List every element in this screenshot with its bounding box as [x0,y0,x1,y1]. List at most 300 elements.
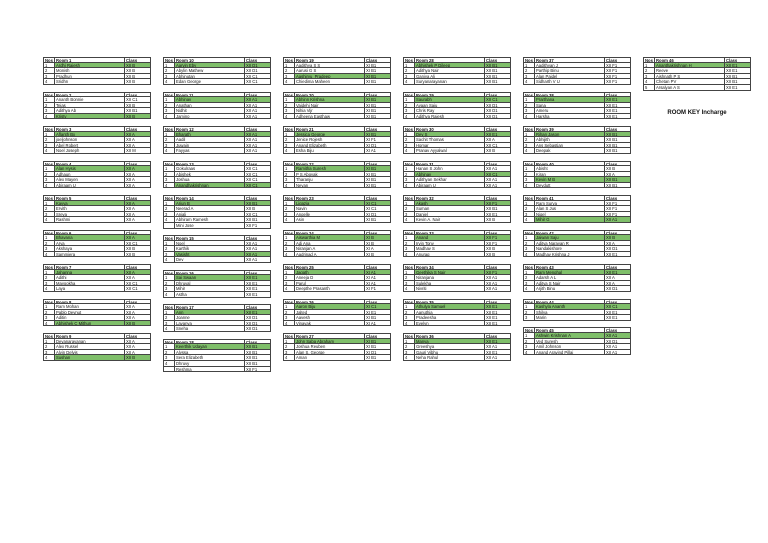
student-name: Ramitha Suresh [295,166,365,172]
student-name: Alan S. George [295,350,365,356]
student-name: Sushan [55,355,125,361]
student-class: XII C1 [125,286,151,292]
room-name: Room 37 [535,57,605,63]
room-name: Room 26 [295,299,365,305]
nos-header: Nos [163,304,175,310]
class-header: Class [245,161,271,167]
seat-number: 3 [43,177,55,183]
student-class: XII A [605,241,631,247]
class-header: Class [245,235,271,241]
room-block [403,333,511,361]
student-class: XI B1 [365,172,391,178]
seat-number: 2 [403,241,415,247]
room-name: Room 29 [415,92,485,98]
student-class: XII F1 [605,68,631,74]
seat-number: 1 [283,339,295,345]
student-class: XII B [125,355,151,361]
nos-header: Nos [163,339,175,345]
student-class: XII B [125,68,151,74]
student-class: XI B1 [365,183,391,189]
seat-number: 3 [403,281,415,287]
student-name: Vasisht [175,252,245,258]
student-class: XI D1 [365,350,391,356]
student-name: Parthip Binu [535,68,605,74]
seat-number: 4 [403,114,415,120]
seat-number: 4 [523,79,535,85]
student-class: XII A [125,344,151,350]
seat-number [163,223,175,229]
seat-number: 4 [403,355,415,361]
student-row [403,79,511,85]
student-name: Nihia Vijr [295,108,365,114]
nos-header: Nos [523,230,535,236]
class-header: Class [485,264,511,270]
seat-number: 1 [283,97,295,103]
student-class: XII B [125,321,151,327]
room-block [283,333,391,361]
student-name: Anand Aravind Pillai [535,350,605,356]
student-name: Adithyan Sekhar [415,177,485,183]
room-name: Room 45 [535,327,605,333]
room-name: Room 33 [415,230,485,236]
student-name: Sana [535,103,605,109]
student-class: XII A [125,310,151,316]
student-class: XII B1 [605,177,631,183]
class-header: Class [605,57,631,63]
nos-header: Nos [163,126,175,132]
student-class: XII C1 [245,166,271,172]
class-header: Class [605,299,631,305]
student-class: XII A1 [485,183,511,189]
student-name: Noel [175,241,245,247]
student-name: Sulekha [415,281,485,287]
room-block [403,195,511,223]
room-name: Room 21 [295,126,365,132]
student-name: Anjali [175,212,245,218]
room-block [523,92,631,120]
student-class: XII A1 [485,177,511,183]
seat-number: 4 [283,79,295,85]
class-header: Class [605,126,631,132]
seat-number: 4 [163,183,175,189]
class-header: Class [365,92,391,98]
nos-header: Nos [283,161,295,167]
student-class: XI B [365,241,391,247]
seat-number: 1 [523,166,535,172]
student-name: Sneha [175,326,245,332]
seat-number: 3 [523,281,535,287]
seat-number: 1 [43,97,55,103]
student-name: Gokulraas [175,166,245,172]
student-class: XII A1 [245,246,271,252]
nos-header: Nos [43,92,55,98]
seat-number: 4 [283,148,295,154]
nos-header: Nos [43,333,55,339]
student-name: Adi Ana [295,241,365,247]
seat-number: 4 [283,355,295,361]
student-class: XII E1 [485,321,511,327]
room-name: Room 27 [295,333,365,339]
student-name: Aadithya S S [295,63,365,69]
seat-number: 2 [523,241,535,247]
room-block [403,299,511,327]
room-block [43,195,151,223]
student-row [403,148,511,154]
seat-number: 3 [403,177,415,183]
seat-number: 3 [43,212,55,218]
student-name: Suryanarayanan [415,79,485,85]
student-class: XI C1 [365,206,391,212]
nos-header: Nos [43,161,55,167]
student-name: Aflanth Bx [55,132,125,138]
student-name: Aditya S Nair [535,281,605,287]
seat-number: 2 [523,68,535,74]
student-class: XII B [485,246,511,252]
student-class: XII F1 [245,367,271,373]
room-name: Room 38 [535,92,605,98]
seat-number: 3 [163,74,175,80]
room-name: Room 13 [175,161,245,167]
room-name: Room 32 [415,195,485,201]
seat-number: 2 [523,339,535,345]
student-row [283,355,391,361]
student-name: Pablo Devnut [55,310,125,316]
room-block [523,327,631,355]
student-name: Aadrinad A [295,252,365,258]
nos-header: Nos [43,230,55,236]
room-block [523,264,631,292]
student-name: Fayyas [175,148,245,154]
room-name: Room 22 [295,161,365,167]
room-name: Room 5 [55,195,125,201]
student-class: XII C1 [125,241,151,247]
student-class: XII E1 [245,281,271,287]
student-class: XII F1 [605,79,631,85]
student-class: XII C1 [245,177,271,183]
nos-header: Nos [283,195,295,201]
student-name: Ameru [535,108,605,114]
room-block [43,299,151,327]
class-header: Class [125,264,151,270]
student-class: XII B [125,252,151,258]
class-header: Class [605,195,631,201]
student-class: XII F1 [485,241,511,247]
student-class: XI B1 [365,68,391,74]
student-class: XII A1 [245,108,271,114]
student-name: Aiswarthia M [295,235,365,241]
student-class: XI B1 [365,339,391,345]
student-class: XI A1 [365,270,391,276]
student-name: P S Aboyak [295,172,365,178]
student-name: Hanan S John [415,166,485,172]
student-class: XII C1 [605,304,631,310]
student-class: XII M [125,148,151,154]
student-name: Alan Hysis [55,166,125,172]
student-name: Marin [535,315,605,321]
student-class: XII F1 [485,201,511,207]
student-name: Ardhi Rajesh [55,63,125,69]
class-header: Class [125,57,151,63]
seat-number: 3 [43,246,55,252]
room-name: Room 30 [415,126,485,132]
student-class: XII A [485,137,511,143]
student-name: Ligazia [295,201,365,207]
room-name: Room 20 [295,92,365,98]
class-header: Class [605,92,631,98]
room-name: Room 3 [55,126,125,132]
student-name: Abhinutan [175,74,245,80]
class-header: Class [605,230,631,236]
seat-number: 1 [43,201,55,207]
nos-header: Nos [283,230,295,236]
student-class: XII B [125,246,151,252]
room-block [283,264,391,292]
student-name: Adithi [55,275,125,281]
student-name: Sidharth V U [535,79,605,85]
nos-header: Nos [523,264,535,270]
student-name: Deepak [535,148,605,154]
student-class: XII A [125,137,151,143]
student-class: XII D1 [605,246,631,252]
student-name: Devdutt [535,183,605,189]
student-class: XI E1 [365,310,391,316]
seat-number: 3 [43,315,55,321]
student-name: Navin [295,206,365,212]
seat-number: 3 [523,246,535,252]
student-row [283,286,391,292]
seat-number: 4 [163,217,175,223]
seat-number: 1 [43,270,55,276]
nos-header: Nos [283,333,295,339]
student-name: Manya [415,339,485,345]
room-name: Room 44 [535,299,605,305]
student-name: Mihir G [535,217,605,223]
student-name: Anand [415,235,485,241]
student-class: XII B1 [485,79,511,85]
seat-number: 3 [283,177,295,183]
seat-number: 3 [643,74,655,80]
seat-number: 2 [283,206,295,212]
room-block [163,126,271,154]
student-name: Abishek [175,172,245,178]
seat-number: 5 [643,85,655,91]
student-class: XII E1 [605,97,631,103]
student-class: XI B1 [365,355,391,361]
seat-number: 3 [523,108,535,114]
student-name: Madhav S [415,246,485,252]
room-block [283,299,391,327]
student-name: Dev S [415,132,485,138]
nos-header: Nos [163,235,175,241]
student-class: XI B [365,235,391,241]
student-name: Aditya Narayan R [535,241,605,247]
student-class: XII C1 [485,97,511,103]
class-header: Class [485,299,511,305]
seat-number: 1 [523,235,535,241]
student-row [43,252,151,258]
nos-header: Nos [523,57,535,63]
student-class: XII B [125,63,151,69]
room-name: Room 46 [655,57,725,63]
student-class: XII B1 [725,79,751,85]
seat-number: 3 [283,350,295,356]
student-class: XI B1 [365,103,391,109]
student-name: Shilya [535,310,605,316]
nos-header: Nos [523,161,535,167]
seat-number: 1 [163,97,175,103]
student-name: Anand Elizabeth [295,143,365,149]
room-block [523,57,631,85]
student-class: XI B1 [365,79,391,85]
seat-number: 3 [523,143,535,149]
student-class: XII E1 [245,310,271,316]
student-class: XI C1 [365,304,391,310]
student-name: Abhishek P Dileep [415,63,485,69]
room-name: Room 1 [55,57,125,63]
student-class: XII E1 [485,339,511,345]
student-class: XII B1 [245,355,271,361]
student-class: XI F1 [365,137,391,143]
nos-header: Nos [523,327,535,333]
seat-number: 1 [43,304,55,310]
seat-number: 2 [43,137,55,143]
student-name: Aneeja D [295,275,365,281]
student-row [403,183,511,189]
nos-header: Nos [43,126,55,132]
room-name: Room 43 [535,264,605,270]
room-name: Room 23 [295,195,365,201]
student-name: Dhruval [175,281,245,287]
student-class: XII A [125,212,151,218]
student-name: Keerthik Udayan [175,344,245,350]
class-header: Class [485,230,511,236]
nos-header: Nos [403,57,415,63]
room-block [403,161,511,189]
class-header: Class [125,195,151,201]
room-block [403,230,511,258]
class-header: Class [485,161,511,167]
student-name: Arya [55,241,125,247]
seat-number: 4 [403,79,415,85]
student-class: XII A1 [245,148,271,154]
class-header: Class [125,230,151,236]
student-row [163,257,271,263]
room-block [163,195,271,229]
student-class: XII A1 [485,344,511,350]
seat-number: 1 [163,275,175,281]
student-name: Abhijith [535,137,605,143]
seat-number: 3 [523,315,535,321]
seat-number: 2 [283,241,295,247]
student-class: XI B1 [365,108,391,114]
student-row [163,114,271,120]
room-name: Room 19 [295,57,365,63]
student-row [643,85,751,91]
class-header: Class [125,126,151,132]
student-name: Jagath [295,270,365,276]
seat-number: 2 [283,68,295,74]
room-block [43,126,151,154]
student-class: XII E1 [485,315,511,321]
student-class: XI B1 [365,132,391,138]
room-block [43,57,151,85]
room-block [283,57,391,85]
student-class: XI D1 [365,143,391,149]
student-class: XI B1 [365,74,391,80]
student-class: XII E1 [485,212,511,218]
student-class: XII B1 [485,68,511,74]
student-class: XII A [125,172,151,178]
seat-number: 2 [523,103,535,109]
student-class: XII A [125,217,151,223]
seat-number: 2 [163,206,175,212]
student-class: XII F1 [605,206,631,212]
student-class: XI A1 [365,281,391,287]
student-name: Aditin [55,315,125,321]
seat-number: 4 [283,183,295,189]
seat-number: 2 [523,275,535,281]
student-name: Athulya Samuel [415,304,485,310]
room-block [283,195,391,223]
seat-number: 1 [403,63,415,69]
room-name: Room 16 [175,270,245,276]
nos-header: Nos [283,299,295,305]
student-name: Prarthana [535,97,605,103]
student-class: XI B1 [365,114,391,120]
student-class: XII F1 [605,212,631,218]
student-name: Anurag [415,252,485,258]
seat-number: 4 [163,114,175,120]
seat-number: 3 [283,212,295,218]
class-header: Class [605,327,631,333]
student-name: Abiraam U [415,183,485,189]
student-row [403,217,511,223]
seat-number: 2 [283,172,295,178]
seat-number: 3 [403,74,415,80]
student-class: XII A1 [245,114,271,120]
student-name: Nidhit [175,108,245,114]
student-name: Lavanya [175,321,245,327]
student-name: Adithya Nair [415,68,485,74]
class-header: Class [365,195,391,201]
student-row [43,79,151,85]
student-name: Vinayak [295,321,365,327]
seat-number: 1 [523,270,535,276]
nos-header: Nos [163,92,175,98]
seat-number: 4 [283,286,295,292]
student-class: XI F1 [365,286,391,292]
student-name: Ram Menghal [535,270,605,276]
nos-header: Nos [163,161,175,167]
student-name: Pradhun [55,74,125,80]
student-name: Nevan [295,183,365,189]
student-name: Alan S Jus [535,206,605,212]
seat-number: 4 [43,321,55,327]
student-name: Kiran [535,172,605,178]
room-block [43,161,151,189]
student-name: Aadil [175,137,245,143]
student-class: XII D1 [245,63,271,69]
student-class: XII A1 [485,275,511,281]
class-header: Class [725,57,751,63]
seat-number: 2 [163,246,175,252]
student-name: Homar [415,143,485,149]
seat-number: 3 [43,108,55,114]
seat-number: 3 [163,177,175,183]
nos-header: Nos [403,126,415,132]
student-class: XII F1 [245,223,271,229]
class-header: Class [605,264,631,270]
